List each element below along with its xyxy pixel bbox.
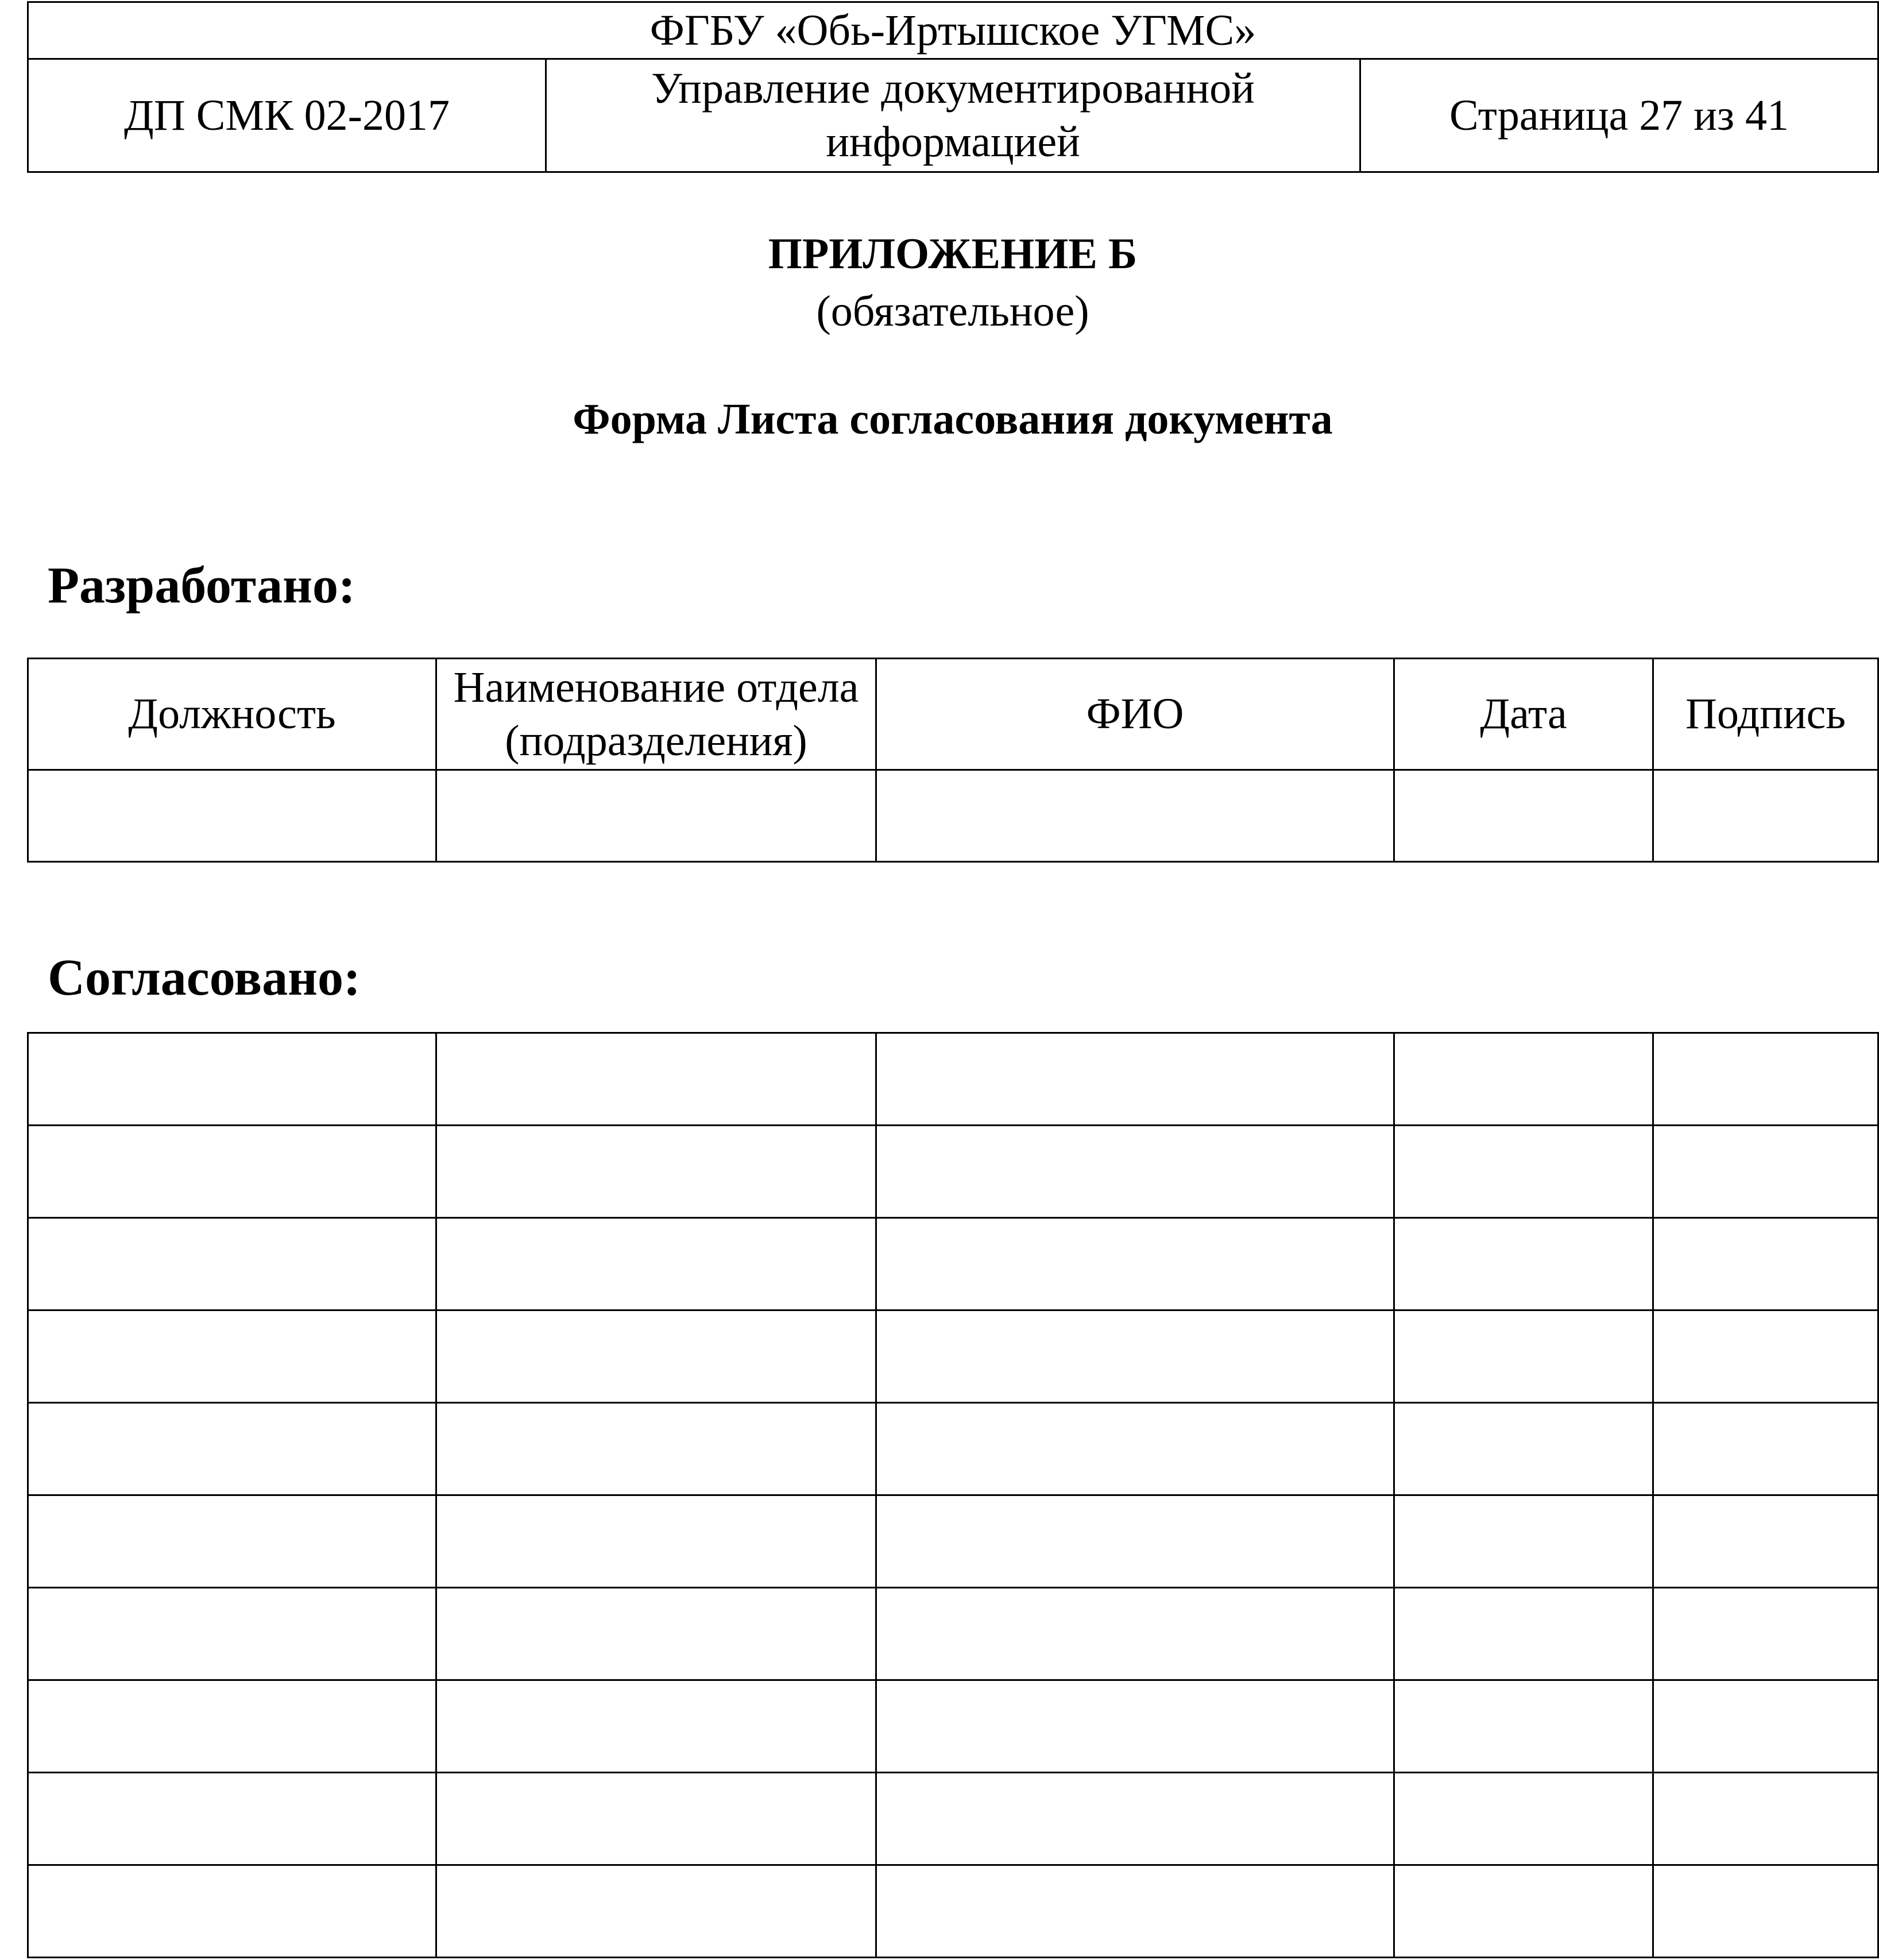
signature-cell (1653, 1865, 1878, 1958)
position-cell (28, 1126, 436, 1218)
agreed-table-row (28, 1033, 1878, 1126)
column-header-department-line-1: Наименование отдела (453, 663, 859, 712)
name-cell (876, 1680, 1394, 1773)
column-header-department-line-2: (подразделения) (505, 716, 807, 765)
signature-cell (1653, 1126, 1878, 1218)
signature-cell (1653, 1773, 1878, 1865)
signature-cell (1653, 1403, 1878, 1495)
department-cell (436, 1310, 876, 1403)
signature-cell (1653, 1310, 1878, 1403)
agreed-table-row (28, 1218, 1878, 1310)
name-cell (876, 1310, 1394, 1403)
developed-heading: Разработано: (48, 557, 355, 614)
signature-cell (1653, 1680, 1878, 1773)
document-title-line-2: информацией (826, 118, 1080, 166)
department-cell (436, 1588, 876, 1680)
developed-table (27, 658, 1879, 863)
date-cell (1394, 770, 1653, 862)
date-cell (1394, 1865, 1653, 1958)
name-cell (876, 1773, 1394, 1865)
agreed-heading: Согласовано: (48, 949, 361, 1006)
date-cell (1394, 1773, 1653, 1865)
date-cell (1394, 1033, 1653, 1126)
department-cell (436, 1403, 876, 1495)
developed-table-header-row (28, 659, 1878, 770)
position-cell (28, 1773, 436, 1865)
name-cell (876, 1403, 1394, 1495)
department-cell (436, 770, 876, 862)
name-cell (876, 770, 1394, 862)
date-cell (1394, 1588, 1653, 1680)
document-code: ДП СМК 02-2017 (28, 59, 546, 172)
agreed-table-row (28, 1310, 1878, 1403)
position-cell (28, 1495, 436, 1588)
position-cell (28, 770, 436, 862)
organization-name: ФГБУ «Обь-Иртышское УГМС» (28, 2, 1878, 59)
column-header-signature: Подпись (1653, 659, 1878, 770)
signature-cell (1653, 1033, 1878, 1126)
name-cell (876, 1126, 1394, 1218)
document-title-cell (546, 59, 1360, 172)
agreed-table-body (28, 1033, 1878, 1958)
department-cell (436, 1033, 876, 1126)
date-cell (1394, 1495, 1653, 1588)
department-cell (436, 1680, 876, 1773)
department-cell (436, 1495, 876, 1588)
agreed-table-row (28, 1773, 1878, 1865)
department-cell (436, 1126, 876, 1218)
department-cell (436, 1218, 876, 1310)
department-cell (436, 1865, 876, 1958)
name-cell (876, 1588, 1394, 1680)
form-title: Форма Листа согласования документа (573, 395, 1333, 443)
position-cell (28, 1588, 436, 1680)
position-cell (28, 1218, 436, 1310)
date-cell (1394, 1680, 1653, 1773)
name-cell (876, 1495, 1394, 1588)
date-cell (1394, 1403, 1653, 1495)
agreed-table-row (28, 1495, 1878, 1588)
agreed-table-row (28, 1680, 1878, 1773)
position-cell (28, 1310, 436, 1403)
appendix-subtitle: (обязательное) (816, 287, 1089, 335)
position-cell (28, 1865, 436, 1958)
date-cell (1394, 1310, 1653, 1403)
signature-cell (1653, 770, 1878, 862)
appendix-title: ПРИЛОЖЕНИЕ Б (768, 230, 1138, 278)
document-title-line-1: Управление документированной (651, 64, 1255, 113)
signature-cell (1653, 1218, 1878, 1310)
position-cell (28, 1403, 436, 1495)
agreed-table-row (28, 1126, 1878, 1218)
column-header-department (436, 659, 876, 770)
position-cell (28, 1680, 436, 1773)
page-number: Страница 27 из 41 (1360, 59, 1878, 172)
date-cell (1394, 1218, 1653, 1310)
agreed-table (27, 1032, 1879, 1958)
name-cell (876, 1033, 1394, 1126)
document-header-table (27, 1, 1879, 173)
name-cell (876, 1865, 1394, 1958)
signature-cell (1653, 1588, 1878, 1680)
column-header-name: ФИО (876, 659, 1394, 770)
date-cell (1394, 1126, 1653, 1218)
agreed-table-row (28, 1403, 1878, 1495)
agreed-table-row (28, 1588, 1878, 1680)
position-cell (28, 1033, 436, 1126)
agreed-table-row (28, 1865, 1878, 1958)
signature-cell (1653, 1495, 1878, 1588)
department-cell (436, 1773, 876, 1865)
column-header-date: Дата (1394, 659, 1653, 770)
column-header-position: Должность (28, 659, 436, 770)
name-cell (876, 1218, 1394, 1310)
developed-table-row (28, 770, 1878, 862)
